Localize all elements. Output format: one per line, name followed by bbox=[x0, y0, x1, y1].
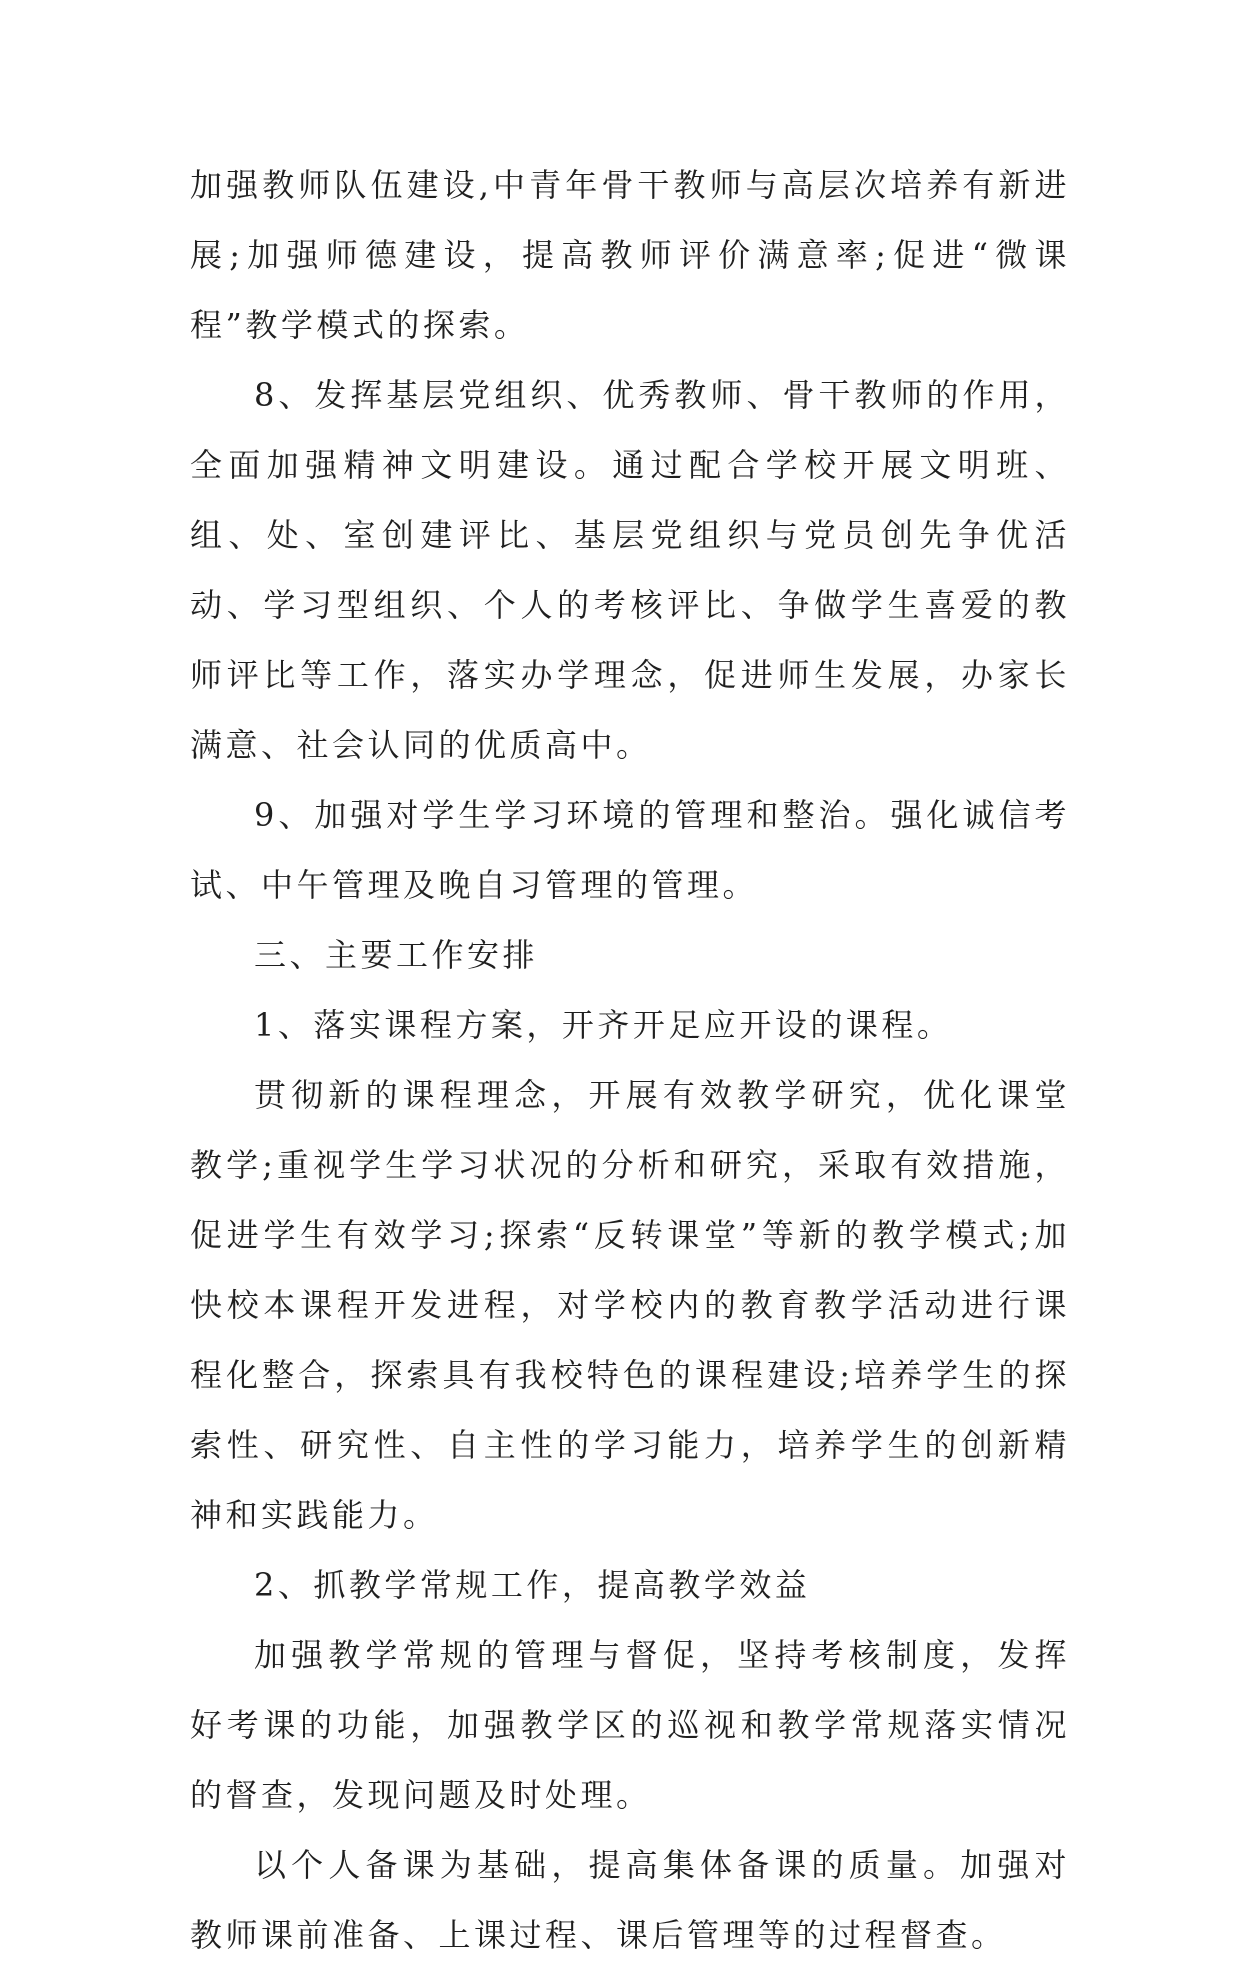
paragraph-1: 加强教师队伍建设,中青年骨干教师与高层次培养有新进展;加强师德建设，提高教师评价满意率;促进“微课程”教学模式的探索。 bbox=[190, 166, 1070, 344]
section-heading: 三、主要工作安排 bbox=[254, 936, 539, 974]
document-body bbox=[190, 150, 1070, 1970]
subheading-2: 2、抓教学常规工作，提高教学效益 bbox=[254, 1566, 811, 1604]
paragraph-3: 9、加强对学生学习环境的管理和整治。强化诚信考试、中午管理及晚自习管理的管理。 bbox=[190, 796, 1070, 904]
paragraph-6: 贯彻新的课程理念，开展有效教学研究，优化课堂教学;重视学生学习状况的分析和研究，采取有效措施，促进学生有效学习;探索“反转课堂”等新的教学模式;加快校本课程开发进程，对学校内的教育教学活动进行课程化整合，探索具有我校特色的课程建设;培养学生的探索性、研究性、自主性的学习能力，培养学生的创新精神和实践能力。 bbox=[190, 1076, 1070, 1534]
paragraph-2: 8、发挥基层党组织、优秀教师、骨干教师的作用，全面加强精神文明建设。通过配合学校开展文明班、组、处、室创建评比、基层党组织与党员创先争优活动、学习型组织、个人的考核评比、争做学生喜爱的教师评比等工作，落实办学理念，促进师生发展，办家长满意、社会认同的优质高中。 bbox=[190, 376, 1070, 764]
paragraph-9: 以个人备课为基础，提高集体备课的质量。加强对教师课前准备、上课过程、课后管理等的过程督查。 bbox=[190, 1846, 1070, 1954]
paragraph-8: 加强教学常规的管理与督促，坚持考核制度，发挥好考课的功能，加强教学区的巡视和教学常规落实情况的督查，发现问题及时处理。 bbox=[190, 1636, 1070, 1814]
subheading-1: 1、落实课程方案，开齐开足应开设的课程。 bbox=[254, 1006, 953, 1044]
